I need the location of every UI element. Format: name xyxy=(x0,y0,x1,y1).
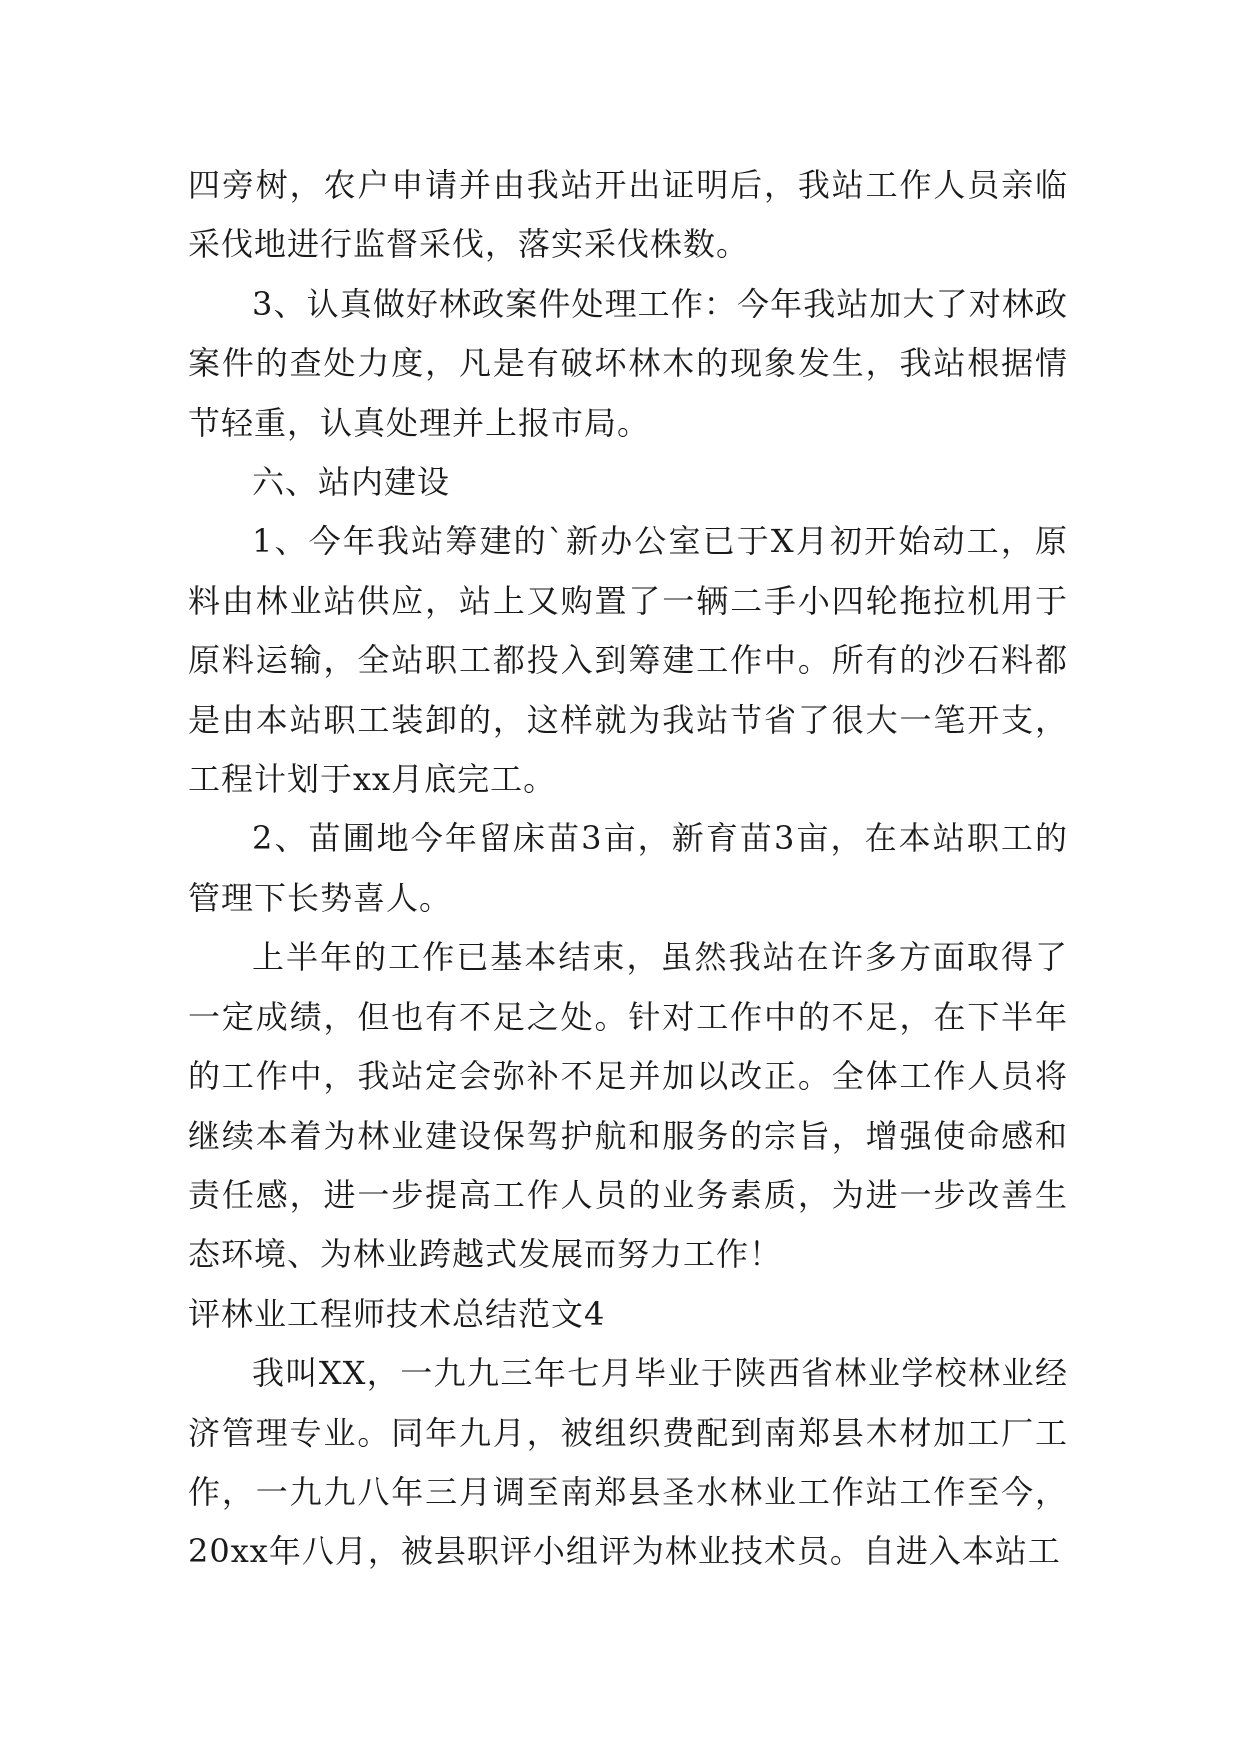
paragraph-item-1: 1、今年我站筹建的`新办公室已于X月初开始动工，原料由林业站供应，站上又购置了一辆二手小四轮拖拉机用于原料运输，全站职工都投入到筹建工作中。所有的沙石料都是由本站职工装卸的，这样就为我站节省了很大一笔开支，工程计划于xx月底完工。 xyxy=(188,522,1068,799)
paragraph-continuation: 四旁树，农户申请并由我站开出证明后，我站工作人员亲临采伐地进行监督采伐，落实采伐株数。 xyxy=(188,166,1068,264)
paragraph-intro: 我叫XX，一九九三年七月毕业于陕西省林业学校林业经济管理专业。同年九月，被组织费配到南郑县木材加工厂工作，一九九八年三月调至南郑县圣水林业工作站工作至今，20xx年八月，被县职评小组评为林业技术员。自进入本站工 xyxy=(188,1354,1068,1571)
paragraph-summary: 上半年的工作已基本结束，虽然我站在许多方面取得了一定成绩，但也有不足之处。针对工作中的不足，在下半年的工作中，我站定会弥补不足并加以改正。全体工作人员将继续本着为林业建设保驾护航和服务的宗旨，增强使命感和责任感，进一步提高工作人员的业务素质，为进一步改善生态环境、为林业跨越式发展而努力工作！ xyxy=(188,938,1068,1274)
article-title: 评林业工程师技术总结范文4 xyxy=(188,1294,606,1333)
section-heading-six: 六、站内建设 xyxy=(252,463,451,502)
paragraph-item-2: 2、苗圃地今年留床苗3亩，新育苗3亩，在本站职工的管理下长势喜人。 xyxy=(188,819,1068,917)
paragraph-item-3: 3、认真做好林政案件处理工作：今年我站加大了对林政案件的查处力度，凡是有破坏林木的现象发生，我站根据情节轻重，认真处理并上报市局。 xyxy=(188,284,1068,442)
document-body xyxy=(188,156,1068,1582)
